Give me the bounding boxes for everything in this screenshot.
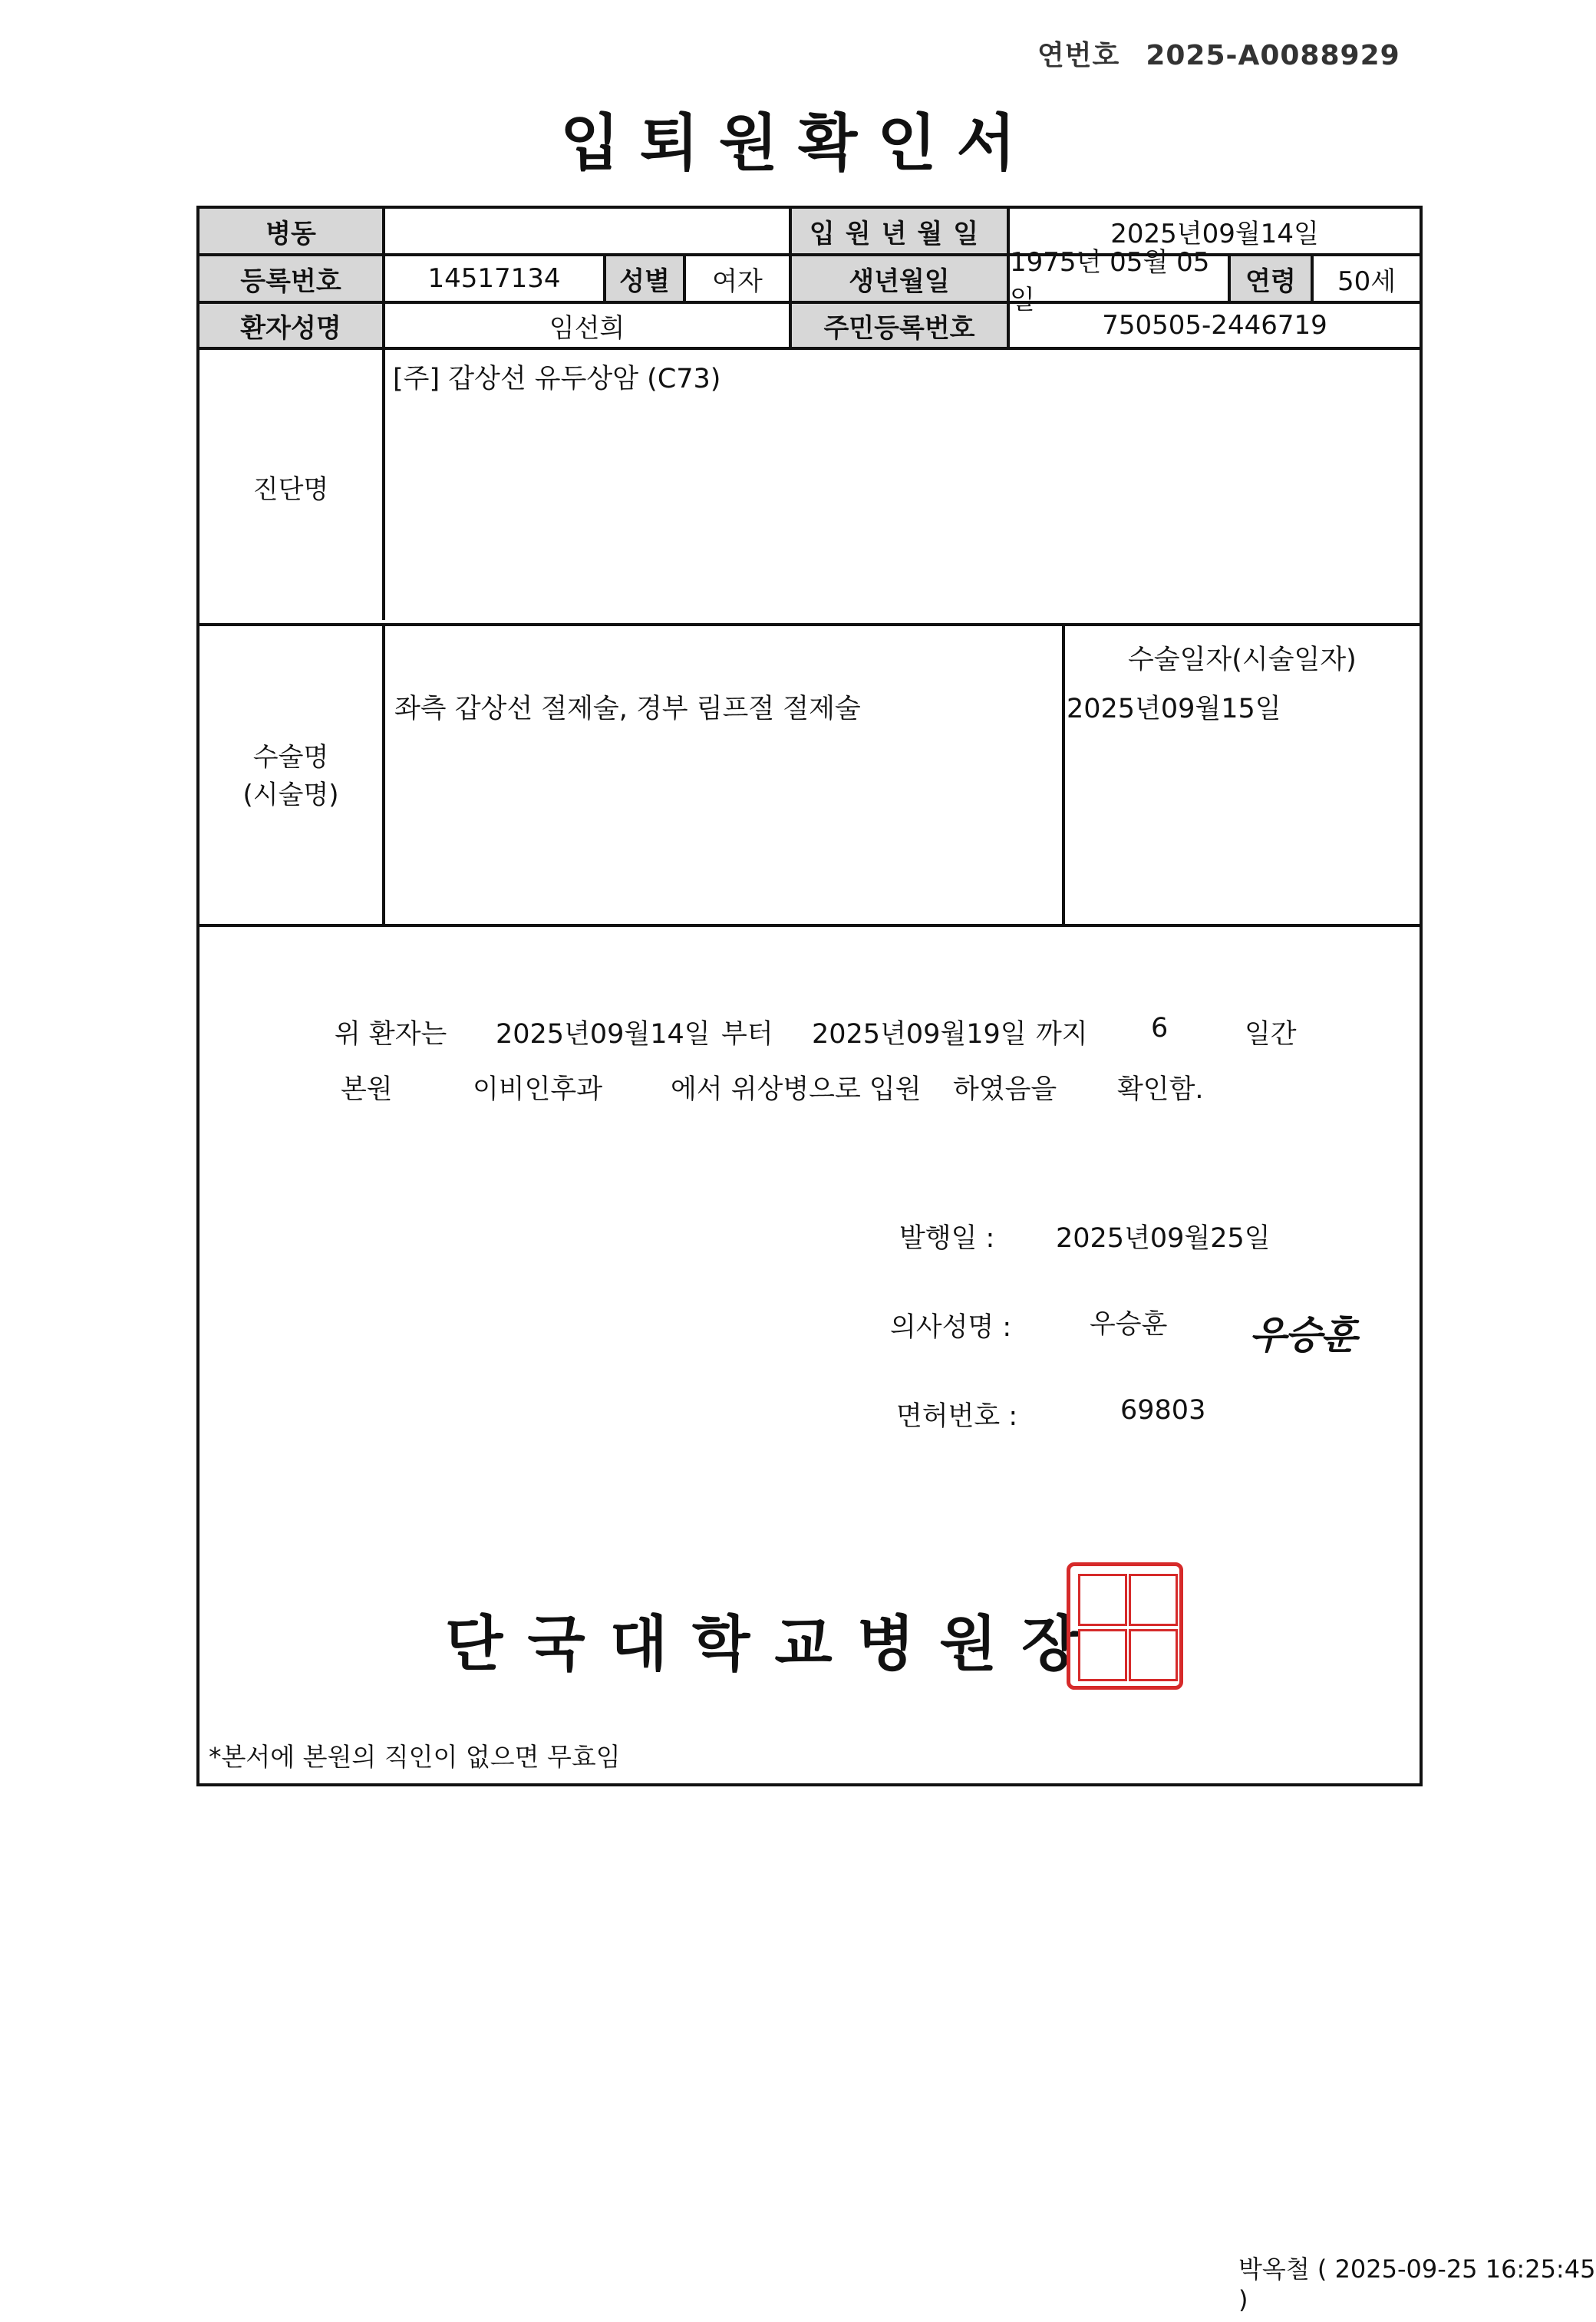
statement-confirm-2: 확인함.	[1117, 1074, 1204, 1105]
age-value: 50세	[1337, 266, 1396, 297]
grid-line	[1311, 253, 1314, 301]
stay-to-date: 2025년09월19일	[812, 1019, 1027, 1050]
grid-line	[683, 253, 686, 301]
document-title: 입퇴원확인서	[560, 107, 1036, 179]
hospital-seal	[1067, 1562, 1183, 1690]
surgery-name-value: 좌측 갑상선 절제술, 경부 림프절 절제술	[394, 694, 861, 724]
ward-value	[385, 209, 789, 253]
surgery-date-label: 수술일자(시술일자)	[1128, 645, 1357, 675]
serial-number	[1037, 34, 1400, 73]
diagnosis-label: 진단명	[252, 473, 329, 505]
grid-line	[789, 206, 792, 347]
grid-line	[603, 253, 606, 301]
issue-date-value: 2025년09월25일	[1056, 1223, 1271, 1254]
license-no-value: 69803	[1120, 1395, 1206, 1426]
surgery-date-value: 2025년09월15일	[1067, 694, 1281, 724]
grid-line	[1228, 253, 1231, 301]
stay-from-date: 2025년09월14일	[496, 1019, 711, 1050]
patient-name-value: 임선희	[549, 312, 625, 344]
grid-line	[1062, 623, 1065, 924]
resident-no-label: 주민등록번호	[792, 304, 1007, 347]
surgery-label	[200, 626, 382, 921]
age-label: 연령	[1231, 256, 1311, 301]
statement-prefix: 위 환자는	[335, 1019, 447, 1050]
issue-date-label: 발행일 :	[899, 1223, 995, 1254]
surgery-label-line2: (시술명)	[242, 780, 339, 810]
diagnosis-value: [주] 갑상선 유두상암 (C73)	[393, 364, 721, 394]
registration-no-label: 등록번호	[200, 256, 382, 301]
serial-label: 연번호	[1037, 40, 1120, 71]
statement-hospital: 본원	[341, 1074, 393, 1105]
certificate-form	[196, 206, 1423, 1786]
surgery-label-line1: 수술명	[252, 742, 329, 773]
patient-name-label: 환자성명	[200, 304, 382, 347]
serial-value: 2025-A0088929	[1146, 40, 1400, 71]
license-no-label: 면허번호 :	[896, 1401, 1018, 1432]
stay-days: 6	[1151, 1013, 1169, 1044]
department-value: 이비인후과	[473, 1074, 603, 1105]
statement-until: 까지	[1036, 1019, 1088, 1050]
grid-line	[382, 206, 385, 620]
admission-date-label: 입원년월일	[792, 209, 1007, 253]
grid-line	[382, 623, 385, 924]
grid-line	[196, 253, 1423, 256]
statement-admission: 에서 위상병으로 입원	[671, 1074, 922, 1105]
admission-date-value: 2025년09월14일	[1110, 218, 1319, 249]
grid-line	[196, 924, 1423, 927]
birth-date-label: 생년월일	[792, 256, 1007, 301]
statement-from: 부터	[721, 1019, 773, 1050]
sex-value: 여자	[712, 266, 763, 297]
doctor-name-label: 의사성명 :	[890, 1312, 1012, 1343]
grid-line	[1007, 206, 1010, 347]
registration-no-value: 14517134	[427, 263, 561, 294]
grid-line	[196, 301, 1423, 304]
statement-days-unit: 일간	[1245, 1019, 1297, 1050]
hospital-name: 단국대학교병원장	[445, 1610, 1104, 1679]
validity-note: *본서에 본원의 직인이 없으면 무효임	[209, 1742, 621, 1772]
print-footer: 박옥철 ( 2025-09-25 16:25:45 )	[1238, 2254, 1596, 2314]
resident-no-value: 750505-2446719	[1102, 310, 1327, 341]
birth-date-value: 1975년 05월 05일	[1010, 247, 1210, 315]
ward-label: 병동	[200, 209, 382, 253]
sex-label: 성별	[606, 256, 683, 301]
doctor-signature: 우승훈	[1249, 1312, 1356, 1357]
doctor-name-value: 우승훈	[1090, 1309, 1168, 1340]
statement-confirm-1: 하였음을	[953, 1074, 1057, 1105]
